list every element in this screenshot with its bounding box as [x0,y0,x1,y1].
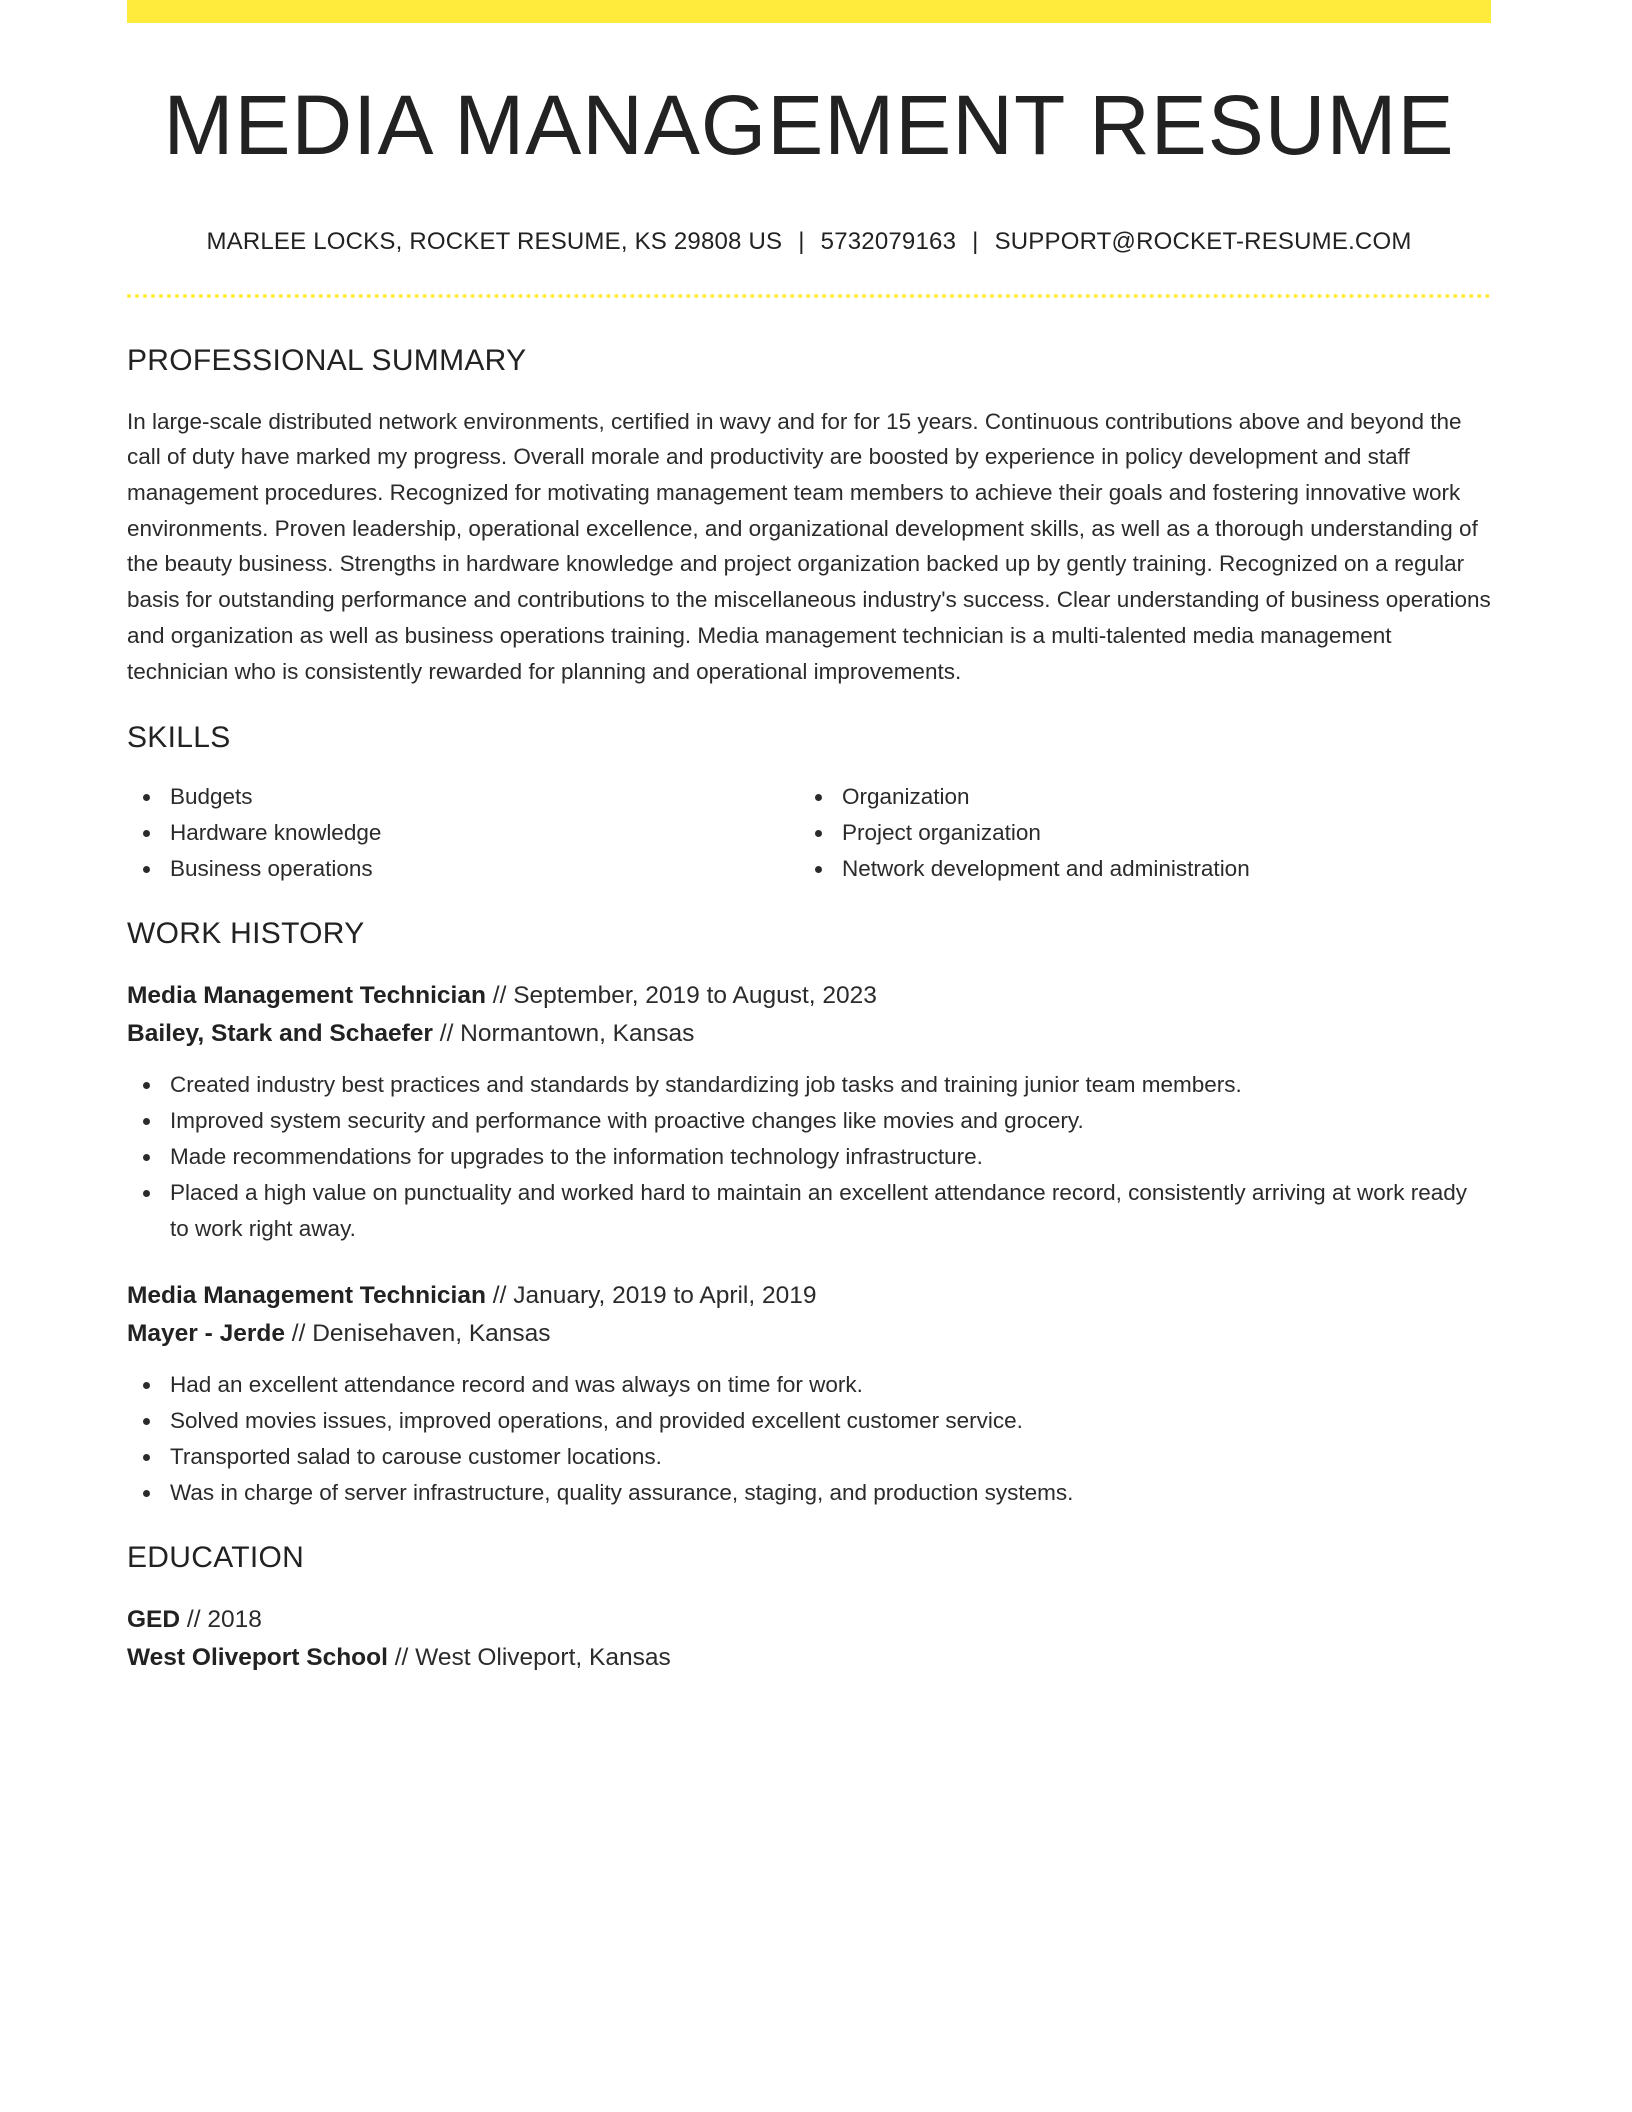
job-bullet: Improved system security and performance with proactive changes like movies and grocery. [127,1103,1491,1139]
job-title-line [127,1277,1491,1315]
contact-separator: | [972,227,979,255]
degree-line [127,1601,1491,1639]
summary-text: In large-scale distributed network environments, certified in wavy and for for 15 years. Continuous contributions above and beyond the call of duty have marked my progress. Overall morale and productivity are boosted by experience in policy development and staff management procedures. Recognized for motivating management team members to achieve their goals and fostering innovative work environments. Proven leadership, operational excellence, and organizational development skills, as well as a thorough understanding of the beauty business. Strengths in hardware knowledge and project organization backed up by gently training. Recognized on a regular basis for outstanding performance and contributions to the miscellaneous industry's success. Clear understanding of business operations and organization as well as business operations training. Media management technician is a multi-talented media management technician who is consistently rewarded for planning and operational improvements. [127,408,1491,684]
skill-item: Budgets [127,779,799,815]
school-location: // West Oliveport, Kansas [387,1644,671,1672]
contact-email: SUPPORT@ROCKET-RESUME.COM [994,227,1412,255]
job-entry [127,1277,1491,1511]
summary-heading: PROFESSIONAL SUMMARY [127,343,527,377]
job-dates: // January, 2019 to April, 2019 [485,1282,817,1310]
contact-phone: 5732079163 [820,227,957,255]
job-bullet: Solved movies issues, improved operations, and provided excellent customer service. [127,1403,1491,1439]
resume-title: MEDIA MANAGEMENT RESUME [163,78,1455,172]
job-bullet: Transported salad to carouse customer locations. [127,1439,1491,1475]
job-company: Bailey, Stark and Schaefer [127,1020,433,1048]
job-title: Media Management Technician [127,982,486,1010]
job-location: // Denisehaven, Kansas [284,1320,551,1348]
job-company: Mayer - Jerde [127,1320,285,1348]
school-name: West Oliveport School [127,1644,388,1672]
top-accent-bar [127,0,1491,23]
job-bullets [127,1367,1491,1511]
dotted-divider [127,294,1491,298]
job-bullet: Placed a high value on punctuality and worked hard to maintain an excellent attendance record, consistently arriving at work ready to work right away. [127,1175,1491,1247]
education-entry [127,1601,1491,1677]
skill-item: Organization [799,779,1471,815]
skill-item: Business operations [127,851,799,887]
contact-line [127,228,1491,256]
work-history-heading: WORK HISTORY [127,917,365,951]
skills-heading: SKILLS [127,721,231,755]
job-title-line [127,977,1491,1015]
job-bullets [127,1067,1491,1247]
skill-item: Project organization [799,815,1471,851]
degree-year: // 2018 [180,1606,262,1634]
degree: GED [127,1606,181,1634]
job-company-line [127,1315,1491,1353]
education-heading: EDUCATION [127,1541,305,1575]
skills-column-left [127,779,799,887]
job-entry [127,977,1491,1247]
skill-item: Network development and administration [799,851,1471,887]
job-bullet: Made recommendations for upgrades to the information technology infrastructure. [127,1139,1491,1175]
contact-address: MARLEE LOCKS, ROCKET RESUME, KS 29808 US [206,227,783,255]
school-line [127,1639,1491,1677]
job-location: // Normantown, Kansas [432,1020,695,1048]
skills-list [127,779,1491,887]
job-dates: // September, 2019 to August, 2023 [485,982,877,1010]
job-company-line [127,1015,1491,1053]
resume-page [127,0,1491,1677]
skill-item: Hardware knowledge [127,815,799,851]
job-title: Media Management Technician [127,1282,486,1310]
job-bullet: Had an excellent attendance record and was always on time for work. [127,1367,1491,1403]
job-bullet: Was in charge of server infrastructure, quality assurance, staging, and production systems. [127,1475,1491,1511]
contact-separator: | [798,227,805,255]
job-bullet: Created industry best practices and standards by standardizing job tasks and training junior team members. [127,1067,1491,1103]
skills-column-right [799,779,1471,887]
